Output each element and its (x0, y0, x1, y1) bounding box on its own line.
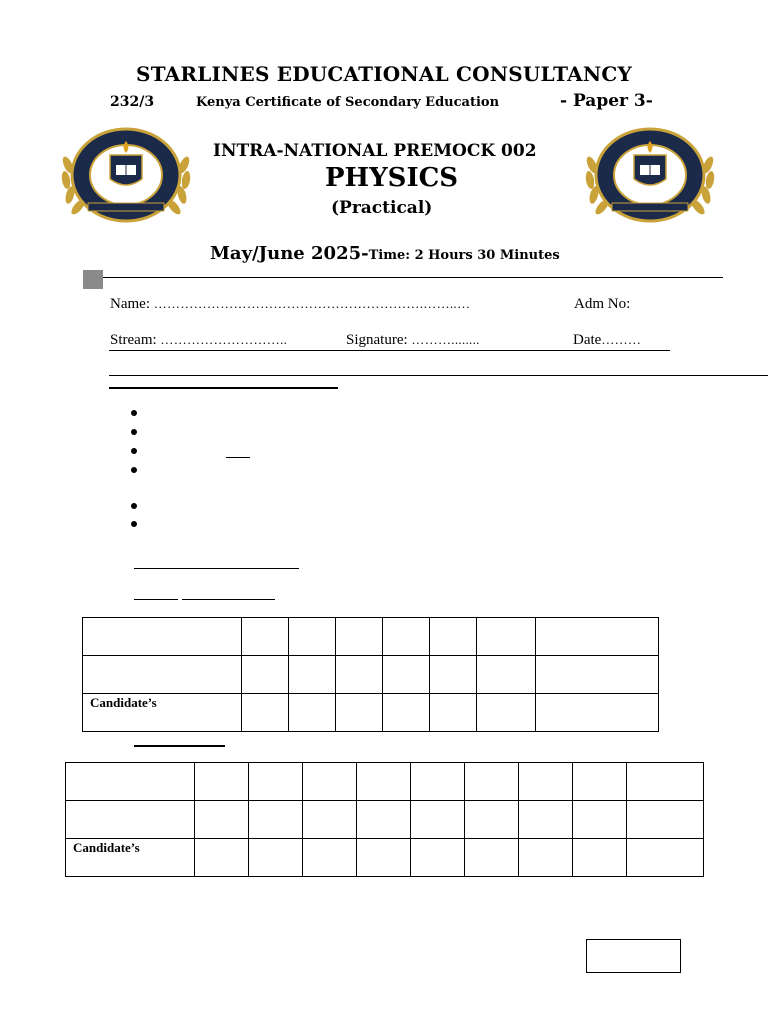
table-cell[interactable] (303, 801, 357, 839)
bullet-icon (131, 410, 137, 416)
fields-underline (109, 350, 670, 351)
total-score-box[interactable] (586, 939, 681, 973)
table-cell[interactable] (289, 656, 336, 694)
table-cell[interactable] (249, 839, 303, 877)
stream-label: Stream: (110, 332, 157, 348)
table-cell[interactable] (536, 618, 659, 656)
table-cell[interactable] (430, 656, 477, 694)
candidate-score-label: Candidate’s (66, 839, 195, 877)
subject-title: PHYSICS (325, 163, 459, 193)
paper-code: 232/3 (110, 94, 155, 110)
paper-number: - Paper 3- (560, 91, 653, 111)
table-cell[interactable] (573, 763, 627, 801)
grey-square (83, 270, 103, 289)
bullet-icon (131, 467, 137, 473)
date-label: Date (573, 332, 602, 348)
table-cell[interactable] (536, 694, 659, 732)
table-cell[interactable] (430, 694, 477, 732)
table-cell[interactable] (411, 801, 465, 839)
table-cell (83, 656, 242, 694)
table-cell (83, 618, 242, 656)
table-cell[interactable] (303, 839, 357, 877)
heading-underline-2a (134, 599, 178, 600)
table-cell[interactable] (627, 763, 704, 801)
table-cell[interactable] (383, 694, 430, 732)
exam-name: INTRA-NATIONAL PREMOCK 002 (213, 141, 537, 161)
bullet-icon (131, 503, 137, 509)
table-cell[interactable] (627, 801, 704, 839)
name-field[interactable] (110, 296, 470, 313)
bullet-icon (131, 521, 137, 527)
table-cell[interactable] (411, 763, 465, 801)
certificate-name: Kenya Certificate of Secondary Education (196, 95, 500, 110)
table-cell[interactable] (627, 839, 704, 877)
table-cell (66, 763, 195, 801)
table-cell[interactable] (357, 801, 411, 839)
school-crest-icon (58, 125, 194, 225)
candidate-score-label: Candidate’s (83, 694, 242, 732)
stream-field[interactable] (110, 332, 287, 349)
organization-title: STARLINES EDUCATIONAL CONSULTANCY (136, 62, 632, 86)
table-cell[interactable] (242, 694, 289, 732)
signature-field[interactable] (346, 332, 480, 349)
heading-underline-1 (134, 568, 299, 569)
table-cell[interactable] (336, 656, 383, 694)
separator-line (103, 277, 723, 278)
table-cell[interactable] (195, 801, 249, 839)
table-cell[interactable] (573, 801, 627, 839)
exam-time: Time: 2 Hours 30 Minutes (368, 248, 560, 263)
exam-session (210, 243, 560, 264)
heading-underline-3 (134, 745, 225, 747)
table-cell[interactable] (242, 618, 289, 656)
signature-label: Signature: (346, 332, 408, 348)
signature-dots: ………........ (411, 332, 480, 347)
adm-no-field[interactable] (574, 296, 630, 313)
table-cell[interactable] (383, 618, 430, 656)
school-crest-icon (582, 125, 718, 225)
table-cell[interactable] (465, 763, 519, 801)
table-cell (66, 801, 195, 839)
name-label: Name: (110, 296, 150, 312)
bullet-icon (131, 429, 137, 435)
table-cell[interactable] (536, 656, 659, 694)
table-cell[interactable] (477, 656, 536, 694)
short-underline (226, 457, 250, 458)
table-cell[interactable] (411, 839, 465, 877)
marks-table-1 (82, 617, 659, 732)
date-field[interactable] (573, 332, 641, 349)
table-cell[interactable] (477, 694, 536, 732)
table-cell[interactable] (519, 763, 573, 801)
table-cell[interactable] (357, 763, 411, 801)
adm-no-label: Adm No: (574, 296, 631, 312)
table-cell[interactable] (303, 763, 357, 801)
table-cell[interactable] (357, 839, 411, 877)
date-dots: ……… (601, 332, 642, 347)
instructions-heading-underline (109, 387, 338, 389)
table-cell[interactable] (249, 801, 303, 839)
table-cell[interactable] (289, 618, 336, 656)
table-cell[interactable] (336, 694, 383, 732)
bullet-icon (131, 448, 137, 454)
table-cell[interactable] (465, 801, 519, 839)
table-cell[interactable] (289, 694, 336, 732)
table-cell[interactable] (519, 801, 573, 839)
marks-table-2 (65, 762, 704, 877)
table-cell[interactable] (430, 618, 477, 656)
logo-right (582, 125, 718, 229)
stream-dots: ……………………….. (160, 332, 288, 347)
paper-type: (Practical) (331, 198, 433, 218)
session-date: May/June 2025- (210, 243, 369, 264)
table-cell[interactable] (573, 839, 627, 877)
heading-underline-2b (182, 599, 275, 600)
table-cell[interactable] (195, 839, 249, 877)
table-cell[interactable] (336, 618, 383, 656)
table-cell[interactable] (383, 656, 430, 694)
table-cell[interactable] (242, 656, 289, 694)
table-cell[interactable] (519, 839, 573, 877)
table-cell[interactable] (249, 763, 303, 801)
instructions-top-line (109, 375, 768, 376)
table-cell[interactable] (465, 839, 519, 877)
table-cell[interactable] (195, 763, 249, 801)
name-dots: …………………………………………………….……..… (153, 296, 471, 311)
logo-left (58, 125, 194, 229)
table-cell[interactable] (477, 618, 536, 656)
